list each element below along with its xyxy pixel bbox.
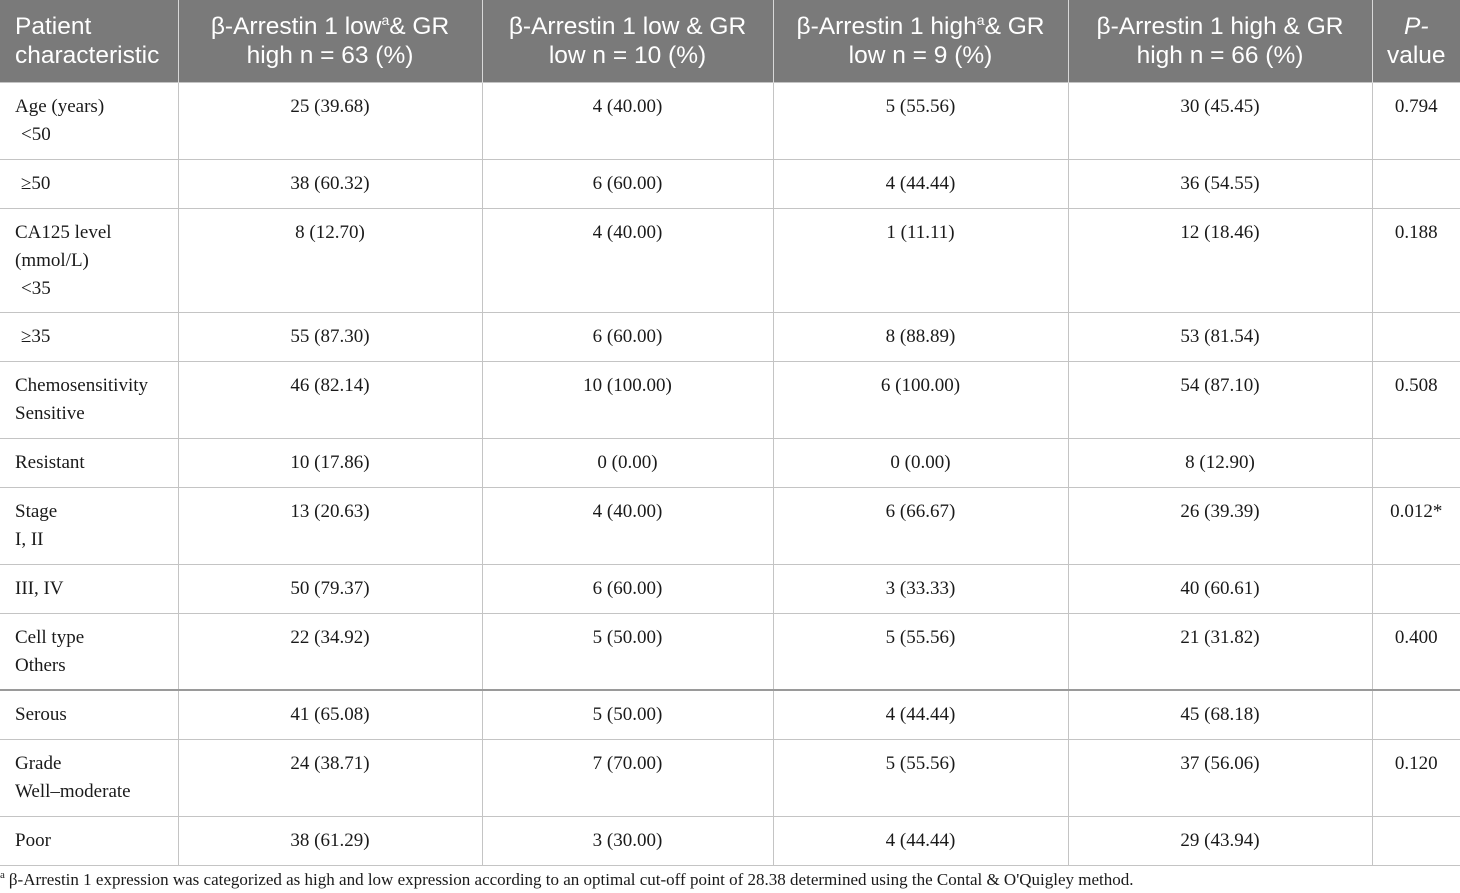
cell-arrestin-high-gr-high: 53 (81.54) xyxy=(1068,312,1372,361)
cell-arrestin-high-gr-low: 6 (100.00) xyxy=(773,361,1068,438)
row-label-line: CA125 level xyxy=(15,221,112,243)
cell-p-value xyxy=(1372,438,1460,487)
cell-arrestin-high-gr-high: 37 (56.06) xyxy=(1068,739,1372,816)
cell-arrestin-high-gr-low: 4 (44.44) xyxy=(773,816,1068,865)
header-arrestin-low-gr-high xyxy=(178,0,482,82)
cell-arrestin-high-gr-low: 1 (11.11) xyxy=(773,208,1068,312)
cell-arrestin-low-gr-high: 25 (39.68) xyxy=(178,82,482,159)
table-row xyxy=(0,312,1460,361)
cell-arrestin-high-gr-low: 5 (55.56) xyxy=(773,82,1068,159)
table-row xyxy=(0,487,1460,564)
header-arrestin-high-gr-high xyxy=(1068,0,1372,82)
cell-arrestin-low-gr-low: 4 (40.00) xyxy=(482,487,773,564)
header-col3-a: β-Arrestin 1 high xyxy=(796,12,977,40)
cell-arrestin-high-gr-high: 8 (12.90) xyxy=(1068,438,1372,487)
table-footnote xyxy=(0,869,1460,891)
header-col1-b: & GR xyxy=(389,12,450,40)
header-arrestin-low-gr-low xyxy=(482,0,773,82)
header-col5-line1: P- xyxy=(1404,12,1429,40)
cell-p-value: 0.188 xyxy=(1372,208,1460,312)
row-label xyxy=(0,312,178,361)
header-col4-line1: β-Arrestin 1 high & GR xyxy=(1096,12,1344,40)
row-label-line: ≥50 xyxy=(21,172,51,194)
table-row xyxy=(0,564,1460,613)
cell-arrestin-high-gr-high: 30 (45.45) xyxy=(1068,82,1372,159)
cell-p-value xyxy=(1372,690,1460,739)
cell-p-value: 0.012* xyxy=(1372,487,1460,564)
table-row xyxy=(0,816,1460,865)
cell-p-value: 0.794 xyxy=(1372,82,1460,159)
cell-p-value xyxy=(1372,816,1460,865)
row-label-line: Sensitive xyxy=(15,402,85,424)
cell-p-value xyxy=(1372,564,1460,613)
footnote-text: β-Arrestin 1 expression was categorized as high and low expression according to an optimal cut-off point of 28.38 determined using the Contal & O'Quigley method. xyxy=(8,870,1134,889)
cell-arrestin-high-gr-low: 5 (55.56) xyxy=(773,613,1068,690)
row-label-line: Stage xyxy=(15,500,58,522)
header-col0-line1: Patient xyxy=(15,12,92,40)
row-label-line: Serous xyxy=(15,704,67,725)
row-label xyxy=(0,361,178,438)
cell-arrestin-high-gr-high: 29 (43.94) xyxy=(1068,816,1372,865)
row-label xyxy=(0,564,178,613)
cell-arrestin-high-gr-high: 21 (31.82) xyxy=(1068,613,1372,690)
header-col2-line2: low n = 10 (%) xyxy=(548,41,707,69)
cell-arrestin-high-gr-low: 0 (0.00) xyxy=(773,438,1068,487)
row-label-line: Grade xyxy=(15,752,62,774)
row-label xyxy=(0,613,178,690)
header-col1-sup: a xyxy=(381,11,390,28)
cell-arrestin-high-gr-low: 8 (88.89) xyxy=(773,312,1068,361)
cell-p-value: 0.508 xyxy=(1372,361,1460,438)
cell-arrestin-low-gr-high: 50 (79.37) xyxy=(178,564,482,613)
row-label xyxy=(0,82,178,159)
row-label-line: <35 xyxy=(21,277,51,299)
cell-arrestin-low-gr-low: 7 (70.00) xyxy=(482,739,773,816)
header-row xyxy=(0,0,1460,82)
cell-arrestin-high-gr-high: 54 (87.10) xyxy=(1068,361,1372,438)
cell-arrestin-low-gr-high: 46 (82.14) xyxy=(178,361,482,438)
cell-p-value: 0.400 xyxy=(1372,613,1460,690)
cell-arrestin-low-gr-low: 0 (0.00) xyxy=(482,438,773,487)
header-patient-characteristic xyxy=(0,0,178,82)
row-label-line: Age (years) xyxy=(15,95,105,117)
row-label-line: III, IV xyxy=(15,577,64,599)
header-col2-line1: β-Arrestin 1 low & GR xyxy=(508,12,747,40)
cell-arrestin-low-gr-low: 4 (40.00) xyxy=(482,82,773,159)
header-col1-line2: high n = 63 (%) xyxy=(246,41,414,69)
row-label xyxy=(0,690,178,739)
cell-arrestin-low-gr-high: 38 (61.29) xyxy=(178,816,482,865)
row-label-line: Cell type xyxy=(15,626,85,648)
cell-arrestin-high-gr-low: 4 (44.44) xyxy=(773,690,1068,739)
cell-arrestin-high-gr-low: 4 (44.44) xyxy=(773,159,1068,208)
header-col0-line2: characteristic xyxy=(15,41,160,69)
row-label-line: Chemosensitivity xyxy=(15,374,148,396)
cell-arrestin-low-gr-low: 10 (100.00) xyxy=(482,361,773,438)
cell-arrestin-high-gr-low: 3 (33.33) xyxy=(773,564,1068,613)
cell-arrestin-high-gr-high: 45 (68.18) xyxy=(1068,690,1372,739)
header-col1-a: β-Arrestin 1 low xyxy=(210,12,382,40)
row-label-line: ≥35 xyxy=(21,325,51,347)
row-label-line: Well–moderate xyxy=(15,780,131,802)
table-row xyxy=(0,208,1460,312)
cell-arrestin-high-gr-high: 40 (60.61) xyxy=(1068,564,1372,613)
cell-arrestin-low-gr-low: 4 (40.00) xyxy=(482,208,773,312)
row-label-line: Others xyxy=(15,654,66,676)
cell-arrestin-low-gr-high: 55 (87.30) xyxy=(178,312,482,361)
row-label xyxy=(0,438,178,487)
cell-arrestin-low-gr-high: 24 (38.71) xyxy=(178,739,482,816)
cell-arrestin-low-gr-low: 6 (60.00) xyxy=(482,159,773,208)
cell-p-value xyxy=(1372,312,1460,361)
header-col3-line2: low n = 9 (%) xyxy=(848,41,993,69)
table-row xyxy=(0,82,1460,159)
table-row xyxy=(0,438,1460,487)
row-label xyxy=(0,159,178,208)
row-label xyxy=(0,208,178,312)
cell-arrestin-low-gr-high: 22 (34.92) xyxy=(178,613,482,690)
table-body xyxy=(0,82,1460,865)
header-col3-sup: a xyxy=(976,11,985,28)
footnote-marker: a xyxy=(0,869,5,881)
cell-arrestin-high-gr-high: 12 (18.46) xyxy=(1068,208,1372,312)
cell-arrestin-low-gr-high: 41 (65.08) xyxy=(178,690,482,739)
header-col4-line2: high n = 66 (%) xyxy=(1136,41,1304,69)
row-label-line: I, II xyxy=(15,528,44,550)
cell-arrestin-low-gr-low: 6 (60.00) xyxy=(482,564,773,613)
header-arrestin-high-gr-low xyxy=(773,0,1068,82)
row-label-line: (mmol/L) xyxy=(15,249,89,271)
table-row xyxy=(0,361,1460,438)
cell-arrestin-low-gr-low: 6 (60.00) xyxy=(482,312,773,361)
table-row xyxy=(0,159,1460,208)
row-label-line: <50 xyxy=(21,123,51,145)
row-label-line: Resistant xyxy=(15,451,85,473)
header-p-value xyxy=(1372,0,1460,82)
cell-arrestin-low-gr-high: 13 (20.63) xyxy=(178,487,482,564)
header-col5-line2: value xyxy=(1386,41,1446,69)
cell-arrestin-low-gr-low: 5 (50.00) xyxy=(482,690,773,739)
row-label xyxy=(0,739,178,816)
cell-p-value xyxy=(1372,159,1460,208)
table-row xyxy=(0,739,1460,816)
table-row xyxy=(0,690,1460,739)
cell-p-value: 0.120 xyxy=(1372,739,1460,816)
cell-arrestin-low-gr-high: 10 (17.86) xyxy=(178,438,482,487)
table-row xyxy=(0,613,1460,690)
table-header xyxy=(0,0,1460,82)
cell-arrestin-low-gr-low: 3 (30.00) xyxy=(482,816,773,865)
cell-arrestin-high-gr-high: 36 (54.55) xyxy=(1068,159,1372,208)
cell-arrestin-high-gr-high: 26 (39.39) xyxy=(1068,487,1372,564)
header-col3-b: & GR xyxy=(984,12,1045,40)
cell-arrestin-low-gr-low: 5 (50.00) xyxy=(482,613,773,690)
row-label xyxy=(0,487,178,564)
row-label-line: Poor xyxy=(15,829,51,851)
cell-arrestin-low-gr-high: 38 (60.32) xyxy=(178,159,482,208)
cell-arrestin-high-gr-low: 6 (66.67) xyxy=(773,487,1068,564)
row-label xyxy=(0,816,178,865)
cell-arrestin-low-gr-high: 8 (12.70) xyxy=(178,208,482,312)
cell-arrestin-high-gr-low: 5 (55.56) xyxy=(773,739,1068,816)
